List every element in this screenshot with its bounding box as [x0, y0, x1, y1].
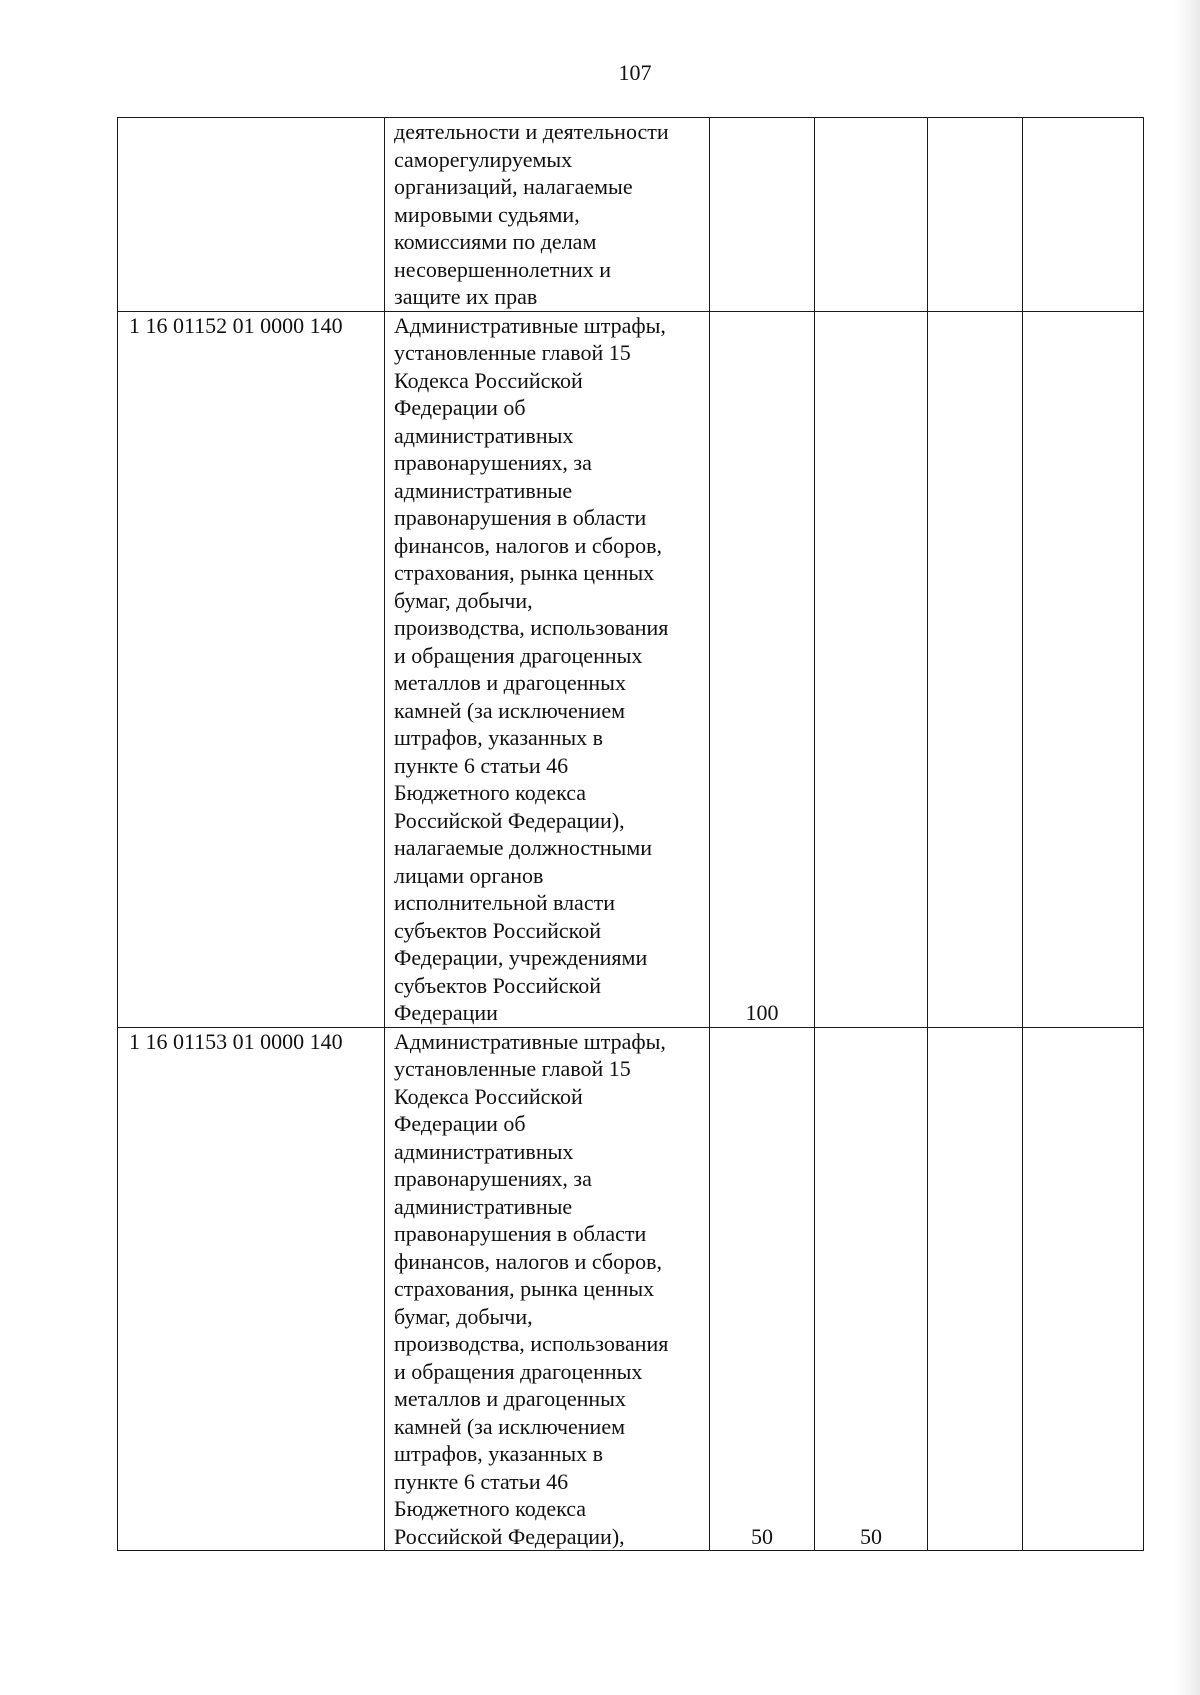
value-cell-col5	[928, 1027, 1023, 1551]
description-line: камней (за исключением	[394, 1413, 625, 1439]
description-line: страхования, рынка ценных	[394, 560, 655, 585]
description-line: Административные штрафы,	[394, 312, 666, 338]
description-line: Бюджетного кодекса	[394, 780, 587, 805]
description-line: правонарушения в области	[394, 1221, 647, 1246]
value-cell-col4	[815, 118, 928, 312]
value-cell-col3	[710, 118, 815, 312]
description-line: производства, использования	[394, 1331, 669, 1356]
description-line: пункте 6 статьи 46	[394, 1468, 569, 1494]
description-line: Кодекса Российской	[394, 1083, 583, 1109]
description-line: деятельности и деятельности	[394, 119, 669, 144]
description-line: саморегулируемых	[394, 146, 573, 172]
description-line: установленные главой 15	[394, 340, 631, 365]
description-cell	[385, 1027, 710, 1551]
description-line: страхования, рынка ценных	[394, 1276, 655, 1301]
description-line: исполнительной власти	[394, 890, 615, 915]
revenue-code-cell: 1 16 01153 01 0000 140	[118, 1027, 385, 1551]
description-line: и обращения драгоценных	[394, 642, 643, 668]
description-line: Российской Федерации),	[394, 807, 625, 833]
description-line: финансов, налогов и сборов,	[394, 1248, 662, 1274]
description-line: Федерации об	[394, 395, 526, 420]
description-line: металлов и драгоценных	[394, 670, 626, 695]
description-line: организаций, налагаемые	[394, 174, 633, 199]
description-line: производства, использования	[394, 615, 669, 640]
description-line: камней (за исключением	[394, 697, 625, 723]
description-line: субъектов Российской	[394, 917, 602, 943]
description-line: Федерации об	[394, 1111, 526, 1136]
description-line: металлов и драгоценных	[394, 1386, 626, 1411]
description-line: правонарушения в области	[394, 505, 647, 530]
description-line: установленные главой 15	[394, 1056, 631, 1081]
value-cell-col3: 100	[710, 311, 815, 1027]
description-line: бумаг, добычи,	[394, 1303, 533, 1329]
description-line: налагаемые должностными	[394, 835, 653, 860]
table-row	[118, 311, 1144, 1027]
description-cell	[385, 118, 710, 312]
description-line: административных	[394, 422, 574, 448]
description-line: Кодекса Российской	[394, 367, 583, 393]
description-line: несовершеннолетних и	[394, 256, 612, 282]
description-line: правонарушениях, за	[394, 450, 592, 475]
description-line: административных	[394, 1138, 574, 1164]
description-line: бумаг, добычи,	[394, 587, 533, 613]
value-cell-col5	[928, 118, 1023, 312]
budget-code-table	[117, 117, 1144, 1551]
description-line: Бюджетного кодекса	[394, 1496, 587, 1521]
value-cell-col5	[928, 311, 1023, 1027]
description-line: правонарушениях, за	[394, 1166, 592, 1191]
description-line: комиссиями по делам	[394, 229, 597, 254]
revenue-code-cell: 1 16 01152 01 0000 140	[118, 311, 385, 1027]
description-cell	[385, 311, 710, 1027]
description-line: защите их прав	[394, 284, 538, 309]
description-line: лицами органов	[394, 862, 544, 888]
description-line: мировыми судьями,	[394, 201, 580, 227]
value-cell-col6	[1023, 118, 1144, 312]
table-row	[118, 1027, 1144, 1551]
value-cell-col3: 50	[710, 1027, 815, 1551]
table-row	[118, 118, 1144, 312]
description-line: штрафов, указанных в	[394, 725, 604, 750]
description-line: Административные штрафы,	[394, 1028, 666, 1054]
description-line: субъектов Российской	[394, 972, 602, 998]
value-cell-col4: 50	[815, 1027, 928, 1551]
table-body	[118, 118, 1144, 1551]
revenue-code-cell	[118, 118, 385, 312]
description-line: пункте 6 статьи 46	[394, 752, 569, 778]
description-line: штрафов, указанных в	[394, 1441, 604, 1466]
description-line: Российской Федерации),	[394, 1523, 625, 1549]
description-line: административные	[394, 1193, 573, 1219]
description-line: Федерации, учреждениями	[394, 945, 648, 970]
page-number: 107	[618, 60, 652, 85]
description-line: финансов, налогов и сборов,	[394, 532, 662, 558]
value-cell-col6	[1023, 311, 1144, 1027]
scan-edge-artifact	[1174, 0, 1200, 1695]
value-cell-col6	[1023, 1027, 1144, 1551]
description-line: Федерации	[394, 1000, 498, 1025]
description-line: и обращения драгоценных	[394, 1358, 643, 1384]
value-cell-col4	[815, 311, 928, 1027]
description-line: административные	[394, 477, 573, 503]
